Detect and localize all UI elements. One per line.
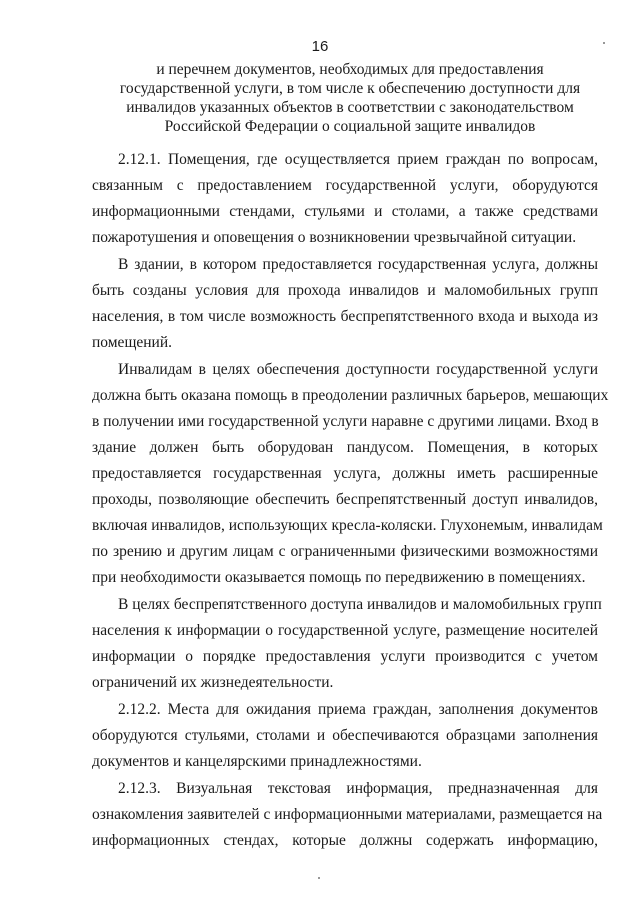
- text-line: связанным с предоставлением государственной услуги, оборудуются: [92, 177, 598, 194]
- text-line: 2.12.3. Визуальная текстовая информация, предназначенная для: [118, 780, 598, 797]
- text-line: здание должен быть оборудован пандусом. Помещения, в которых: [92, 439, 598, 456]
- text-line: населения, в том числе возможность беспрепятственного входа и выхода из: [92, 308, 598, 325]
- scan-speck: [603, 42, 605, 44]
- text-line: пожаротушения и оповещения о возникновении чрезвычайной ситуации.: [92, 229, 577, 246]
- text-line: по зрению и другим лицам с ограниченными физическими возможностями: [92, 543, 598, 560]
- heading-line: инвалидов указанных объектов в соответствии с законодательством: [126, 99, 574, 116]
- scan-speck: [318, 877, 320, 879]
- text-line: информационных стендах, которые должны содержать информацию,: [92, 832, 598, 849]
- text-line: 2.12.1. Помещения, где осуществляется прием граждан по вопросам,: [118, 151, 598, 168]
- text-line: ограничений их жизнедеятельности.: [92, 674, 334, 691]
- text-line: 2.12.2. Места для ожидания приема граждан, заполнения документов: [118, 701, 598, 718]
- page-number: 16: [311, 38, 329, 55]
- text-line: быть созданы условия для прохода инвалидов и маломобильных групп: [92, 282, 598, 299]
- text-line: В целях беспрепятственного доступа инвалидов и маломобильных групп: [118, 596, 602, 613]
- heading-line: государственной услуги, в том числе к обеспечению доступности для: [119, 80, 581, 97]
- text-line: должна быть оказана помощь в преодолении различных барьеров, мешающих: [92, 387, 609, 404]
- text-line: включая инвалидов, использующих кресла-коляски. Глухонемым, инвалидам: [92, 517, 603, 534]
- text-line: информационными стендами, стульями и столами, а также средствами: [92, 203, 598, 220]
- text-line: населения к информации о государственной услуге, размещение носителей: [92, 622, 598, 639]
- text-line: Инвалидам в целях обеспечения доступности государственной услуги: [118, 361, 598, 378]
- heading-line: и перечнем документов, необходимых для предоставления: [156, 61, 544, 78]
- text-line: ознакомления заявителей с информационными материалами, размещается на: [92, 806, 603, 823]
- text-line: предоставляется государственная услуга, должны иметь расширенные: [92, 465, 598, 482]
- text-line: проходы, позволяющие обеспечить беспрепятственный доступ инвалидов,: [92, 491, 598, 508]
- text-line: помещений.: [92, 334, 173, 351]
- text-line: документов и канцелярскими принадлежностями.: [92, 753, 422, 770]
- text-line: В здании, в котором предоставляется государственная услуга, должны: [118, 256, 598, 273]
- text-line: при необходимости оказывается помощь по передвижению в помещениях.: [92, 569, 586, 586]
- text-line: оборудуются стульями, столами и обеспечиваются образцами заполнения: [92, 727, 598, 744]
- text-line: информации о порядке предоставления услуги производится с учетом: [92, 648, 598, 665]
- section-heading: [100, 60, 600, 136]
- text-line: в получении ими государственной услуги наравне с другими лицами. Вход в: [92, 413, 599, 430]
- heading-line: Российской Федерации о социальной защите инвалидов: [164, 118, 536, 135]
